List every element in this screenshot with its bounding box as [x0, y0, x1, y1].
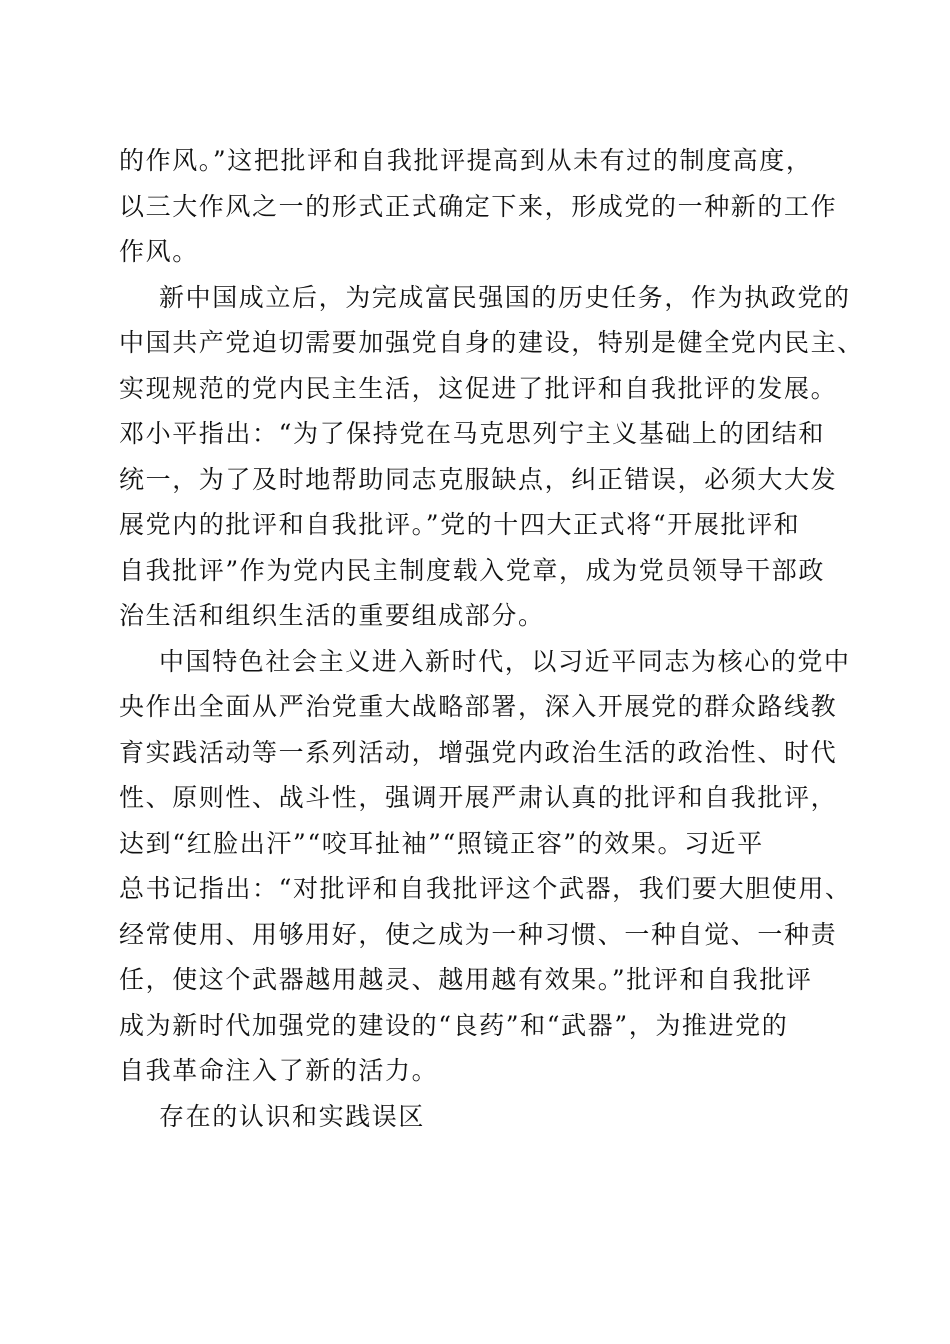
text-line: 作风。 [119, 237, 199, 266]
text-line: 中国特色社会主义进入新时代，以习近平同志为核心的党中 [159, 646, 851, 676]
text-line: 任，使这个武器越用越灵、越用越有效果。”批评和自我批评 [119, 965, 813, 994]
text-line: 邓小平指出：“为了保持党在马克思列宁主义基础上的团结和 [119, 419, 825, 448]
text-line: 育实践活动等一系列活动，增强党内政治生活的政治性、时代 [119, 737, 838, 767]
paragraph-3 [119, 639, 852, 1094]
paragraph-2 [119, 275, 864, 639]
text-line: 治生活和组织生活的重要组成部分。 [119, 601, 545, 630]
text-line: 的作风。”这把批评和自我批评提高到从未有过的制度高度， [119, 146, 813, 175]
text-line: 性、原则性、战斗性，强调开展严肃认真的批评和自我批评， [119, 783, 838, 812]
text-line: 新中国成立后，为完成富民强国的历史任务，作为执政党的 [159, 282, 851, 312]
text-line: 经常使用、用够用好，使之成为一种习惯、一种自觉、一种责 [119, 919, 838, 949]
text-line: 统一，为了及时地帮助同志克服缺点，纠正错误，必须大大发 [119, 464, 838, 494]
section-heading [119, 1094, 839, 1140]
text-line: 成为新时代加强党的建设的“良药”和“武器”，为推进党的 [119, 1010, 789, 1040]
text-line: 中国共产党迫切需要加强党自身的建设，特别是健全党内民主、 [119, 328, 864, 357]
text-line: 实现规范的党内民主生活，这促进了批评和自我批评的发展。 [119, 373, 838, 403]
text-line: 展党内的批评和自我批评。”党的十四大正式将“开展批评和 [119, 510, 801, 539]
text-line: 以三大作风之一的形式正式确定下来，形成党的一种新的工作 [119, 191, 838, 221]
document-body [119, 138, 864, 1139]
text-line: 自我批评”作为党内民主制度载入党章，成为党员领导干部政 [119, 555, 825, 585]
section-heading-text: 存在的认识和实践误区 [159, 1101, 426, 1131]
text-line: 自我革命注入了新的活力。 [119, 1056, 439, 1085]
paragraph-1 [119, 138, 839, 275]
text-line: 央作出全面从严治党重大战略部署，深入开展党的群众路线教 [119, 692, 838, 721]
text-line: 达到“红脸出汗”“咬耳扯袖”“照镜正容”的效果。习近平 [119, 828, 764, 858]
text-line: 总书记指出：“对批评和自我批评这个武器，我们要大胆使用、 [119, 874, 852, 903]
